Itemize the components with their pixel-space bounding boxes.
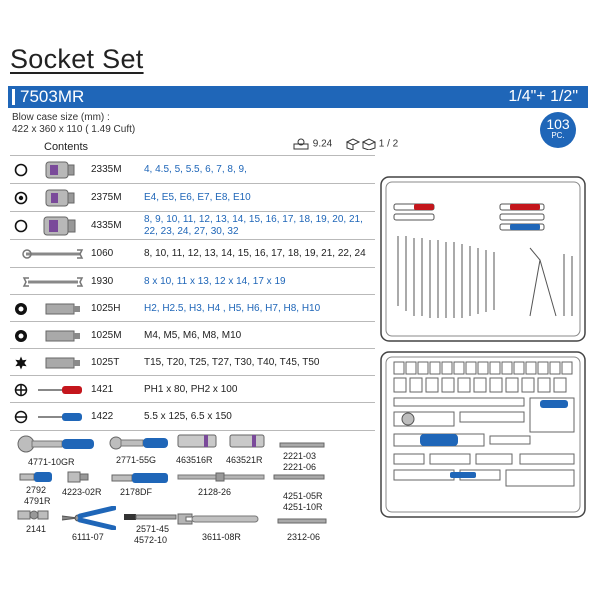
bit-image-icon [40, 299, 84, 319]
contents-label: Contents [44, 141, 89, 153]
tool-code: 4251-10R [283, 502, 323, 512]
hex-socket-symbol-icon [14, 219, 28, 233]
item-code: 1025T [91, 357, 120, 368]
tool-code: 463521R [226, 455, 263, 465]
list-item [10, 184, 375, 212]
tool-code: 2128-26 [198, 487, 232, 497]
long-extension-icon [272, 472, 328, 482]
bit-image-icon [40, 326, 84, 346]
pack-value: 1 / 2 [378, 138, 399, 150]
item-code: 1025H [91, 303, 121, 314]
header-accent [12, 89, 15, 105]
list-item [10, 376, 375, 404]
tool-code: 463516R [176, 455, 213, 465]
item-sizes: PH1 x 80, PH2 x 100 [144, 384, 238, 395]
tool-code: 2221-06 [283, 462, 317, 472]
item-code: 1421 [91, 384, 114, 395]
universal-joint-icon [16, 508, 50, 522]
tool-code: 4791R [24, 496, 51, 506]
product-code: 7503MR [20, 87, 85, 106]
list-item [10, 295, 375, 323]
item-code: 1422 [91, 411, 114, 422]
tool-code: 4251-05R [283, 491, 323, 501]
page-title: Socket Set [10, 44, 144, 74]
tool-code: 3611-08R [202, 532, 241, 542]
piece-count-badge [540, 112, 576, 148]
ratchet-quarter-inch-icon [108, 434, 170, 452]
item-code: 1930 [91, 276, 114, 287]
spark-plug-socket-icon [228, 432, 268, 450]
item-sizes: 8, 9, 10, 11, 12, 13, 14, 15, 16, 17, 18, 19, 20, 21, 22, 23, 24, 27, 30, 32 [144, 214, 363, 237]
item-sizes: 8, 10, 11, 12, 13, 14, 15, 16, 17, 18, 19, 21, 22, 24 [144, 248, 366, 259]
tool-code: 4771-10GR [28, 457, 75, 467]
list-item [10, 212, 375, 240]
slotted-screwdriver-icon [36, 407, 84, 427]
combination-wrench-icon [22, 244, 84, 264]
e-torx-symbol-icon [14, 191, 28, 205]
list-item [10, 156, 375, 184]
tool-code: 2141 [26, 524, 47, 534]
box-icon [346, 138, 376, 150]
blow-case-label: Blow case size (mm) : [12, 112, 110, 123]
list-item [10, 403, 375, 431]
extension-bar-icon [278, 440, 328, 450]
ratchet-half-inch-icon [16, 434, 96, 454]
t-handle-icon [110, 470, 170, 486]
list-item [10, 349, 375, 377]
item-sizes: M4, M5, M6, M8, M10 [144, 330, 242, 341]
spark-plug-socket-icon [176, 432, 220, 450]
tool-code: 2178DF [120, 487, 153, 497]
socket-image-icon [40, 188, 84, 208]
weight-value: 9.24 [312, 138, 333, 150]
socket-image-icon [40, 160, 84, 180]
spline-bit-symbol-icon [14, 329, 28, 343]
sliding-t-bar-icon [176, 472, 266, 482]
item-code: 4335M [91, 220, 122, 231]
socket-image-icon [40, 216, 84, 236]
header-bar [8, 86, 588, 108]
tool-code: 2771-55G [116, 455, 157, 465]
item-code: 1060 [91, 248, 114, 259]
tool-code: 6111-07 [72, 532, 104, 542]
adjustable-wrench-icon [176, 508, 262, 530]
tool-code: 2312-06 [287, 532, 321, 542]
item-code: 2335M [91, 164, 122, 175]
tool-code: 2221-03 [283, 451, 317, 461]
blow-case-illustration [380, 176, 586, 518]
item-sizes: 8 x 10, 11 x 13, 12 x 14, 17 x 19 [144, 276, 286, 287]
pack-info [346, 138, 398, 150]
phillips-symbol-icon [14, 383, 28, 397]
item-sizes: H2, H2.5, H3, H4 , H5, H6, H7, H8, H10 [144, 303, 321, 314]
adaptor-icon [66, 470, 92, 484]
list-item [10, 322, 375, 350]
hex-bit-symbol-icon [14, 302, 28, 316]
pliers-icon [60, 506, 116, 530]
hex-socket-symbol-icon [14, 163, 28, 177]
extension-bar-icon [276, 516, 330, 526]
drive-size: 1/4"+ 1/2" [508, 88, 578, 105]
item-code: 1025M [91, 330, 122, 341]
tool-code: 2792 [26, 485, 47, 495]
phillips-screwdriver-icon [36, 380, 84, 400]
tool-code: 4572-10 [134, 535, 168, 545]
tool-code: 2571-45 [136, 524, 170, 534]
item-sizes: 4, 4.5, 5, 5.5, 6, 7, 8, 9, [144, 164, 247, 175]
scale-icon [292, 138, 310, 150]
bit-image-icon [40, 353, 84, 373]
piece-count: 103 [546, 116, 570, 132]
blow-case-dimensions: 422 x 360 x 110 ( 1.49 Cuft) [12, 124, 136, 135]
slotted-symbol-icon [14, 410, 28, 424]
piece-unit: PC. [551, 131, 565, 140]
blow-case-size [12, 112, 135, 136]
spinner-handle-icon [18, 470, 54, 484]
double-open-wrench-icon [22, 272, 84, 292]
tool-code: 4223-02R [62, 487, 102, 497]
list-item [10, 240, 375, 268]
bit-holder-icon [122, 510, 178, 524]
item-sizes: E4, E5, E6, E7, E8, E10 [144, 192, 251, 203]
weight-info [292, 138, 332, 150]
item-sizes: 5.5 x 125, 6.5 x 150 [144, 411, 232, 422]
list-item [10, 268, 375, 296]
torx-bit-symbol-icon [14, 356, 28, 370]
item-code: 2375M [91, 192, 122, 203]
item-sizes: T15, T20, T25, T27, T30, T40, T45, T50 [144, 357, 320, 368]
